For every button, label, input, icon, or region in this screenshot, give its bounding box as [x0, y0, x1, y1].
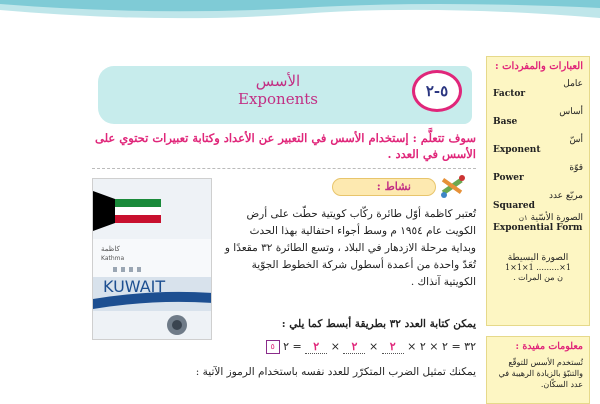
lesson-title-arabic: الأسس — [255, 72, 301, 90]
vocab-squared-en: Squared — [493, 201, 535, 211]
photo-label-english: Kathma — [101, 255, 125, 262]
vocab-power — [493, 163, 583, 183]
useful-info-text: تُستخدم الأسس للتوقّع والتنبّؤ بالزيادة الرهيبة في عدد السكّان. — [498, 358, 583, 389]
equation-box: ٥ — [266, 340, 280, 354]
divider — [92, 168, 476, 170]
vocab-exp-ar-text: الصورة الأسّية — [530, 213, 583, 223]
activity-tools-icon — [438, 172, 468, 200]
vocab-factor-ar: عامل — [563, 79, 583, 89]
simple-form-count: ن من المرات . — [513, 273, 563, 282]
photo-brand-label: KUWAIT — [103, 277, 166, 296]
vocab-power-ar: قوّة — [569, 163, 583, 173]
vocab-factor-en: Factor — [493, 89, 526, 99]
vocab-factor — [493, 79, 583, 99]
sidebar-title: العبارات والمفردات : — [494, 61, 583, 72]
equation-lhs: ٣٢ = ٢ × ٢ × — [407, 340, 476, 353]
vocab-power-en: Power — [493, 173, 524, 183]
learning-goal: سوف تتعلَّم : إستخدام الأسس في التعبير عن الأعداد وكتابة تعبيرات تحتوي على الأسس في العدد . — [95, 131, 476, 161]
photo-label-arabic: كاظمة — [101, 245, 120, 253]
vocab-squared-ar: مربّع عدد — [548, 191, 583, 201]
simple-form-box — [493, 253, 583, 283]
vocab-base-ar: أساس — [559, 107, 583, 117]
vocab-base — [493, 107, 583, 127]
simple-form-label: الصورة البسيطة — [507, 253, 569, 263]
useful-info-title: معلومات مفيدة : — [515, 341, 583, 352]
equation-blank-2: ٢ — [343, 340, 365, 354]
useful-info-sidebar — [486, 336, 590, 404]
times-sign: × — [368, 340, 379, 353]
simple-form-expr: 1×1×1 .........×1 — [505, 263, 571, 272]
vocab-exponent — [493, 135, 583, 155]
activity-paragraph: تُعتبر كاظمة أوّل طائرة ركّاب كويتية حطّت على أرض الكويت عام ١٩٥٤ م وسط أجواء احتفالية بهذا الحدث وبداية مرحلة الازدهار في البلاد ، وتسع الطائرة ٣٢ مقعدًا و تُعَدّ واحدة من أعمدة أسطول شركة الخطوط الجوّية الكويتية آنذاك . — [224, 208, 476, 288]
expansion-equation — [190, 340, 476, 354]
representation-note: يمكنك تمثيل الضرب المتكرّر للعدد نفسه باستخدام الرموز الآتية : — [195, 366, 476, 378]
vocab-exp-note: ١ن — [518, 214, 528, 222]
equation-end: = ٢ — [283, 340, 302, 353]
vocab-squared — [493, 191, 583, 211]
top-wave-decoration — [0, 0, 600, 40]
times-sign: × — [330, 340, 340, 353]
kuwait-airplane-photo — [92, 178, 212, 340]
vocab-exp-en: Exponential Form — [493, 223, 583, 233]
equation-blank-3: ٢ — [305, 340, 327, 354]
vocab-exp-ar — [493, 213, 583, 223]
activity-label: نشاط : — [332, 178, 436, 196]
vocab-exponent-ar: أسّ — [569, 135, 583, 145]
lesson-title-english: Exponents — [238, 90, 318, 108]
equation-blank-1: ٢ — [382, 340, 404, 354]
vocab-base-en: Base — [493, 117, 518, 127]
instruction-subhead: يمكن كتابة العدد ٣٢ بطريقة أبسط كما يلي : — [281, 318, 476, 330]
vocabulary-sidebar — [486, 56, 590, 326]
vocab-exponential-form — [493, 213, 583, 233]
vocab-exponent-en: Exponent — [493, 145, 541, 155]
lesson-number-badge: ٥-٢ — [412, 70, 462, 112]
